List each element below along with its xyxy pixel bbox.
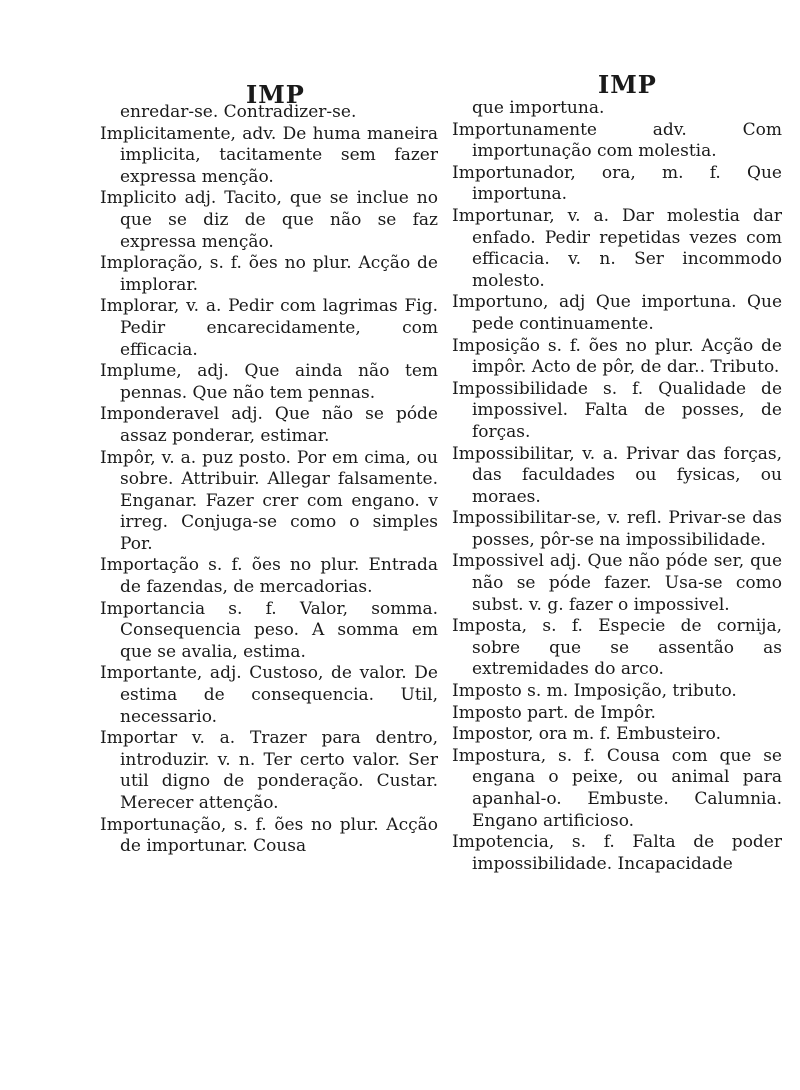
- dictionary-entry: Importação s. f. ões no plur. Entrada de fazendas, de mercadorias.: [100, 555, 438, 598]
- dictionary-entry: Impostura, s. f. Cousa com que se engana o peixe, ou animal para apanhal-o. Embuste. Calumnia. Engano artificioso.: [452, 745, 782, 831]
- left-entries: [100, 102, 438, 858]
- dictionary-entry: Implume, adj. Que ainda não tem pennas. Que não tem pennas.: [100, 361, 438, 403]
- dictionary-entry: Imposta, s. f. Especie de cornija, sobre que se assentão as extremidades do arco.: [452, 616, 782, 680]
- dictionary-entry: Impossibilitar, v. a. Privar das forças, das faculdades ou fysicas, ou moraes.: [452, 443, 782, 507]
- dictionary-entry: Impôr, v. a. puz posto. Por em cima, ou sobre. Attribuir. Allegar falsamente. Enganar. Fazer crer com engano. v irreg. Conjuga-se como o simples Por.: [100, 447, 438, 554]
- dictionary-entry: Imponderavel adj. Que não se póde assaz ponderar, estimar.: [100, 404, 438, 446]
- dictionary-entry: Imposto s. m. Imposição, tributo.: [452, 681, 737, 702]
- dictionary-entry: Implorar, v. a. Pedir com lagrimas Fig. Pedir encarecidamente, com efficacia.: [100, 296, 438, 360]
- dictionary-entry: Importunador, ora, m. f. Que importuna.: [452, 162, 782, 205]
- right-entries: [452, 98, 782, 875]
- dictionary-entry: Importunar, v. a. Dar molestia dar enfado. Pedir repetidas vezes com efficacia. v. n. Ser incommodo molesto.: [452, 205, 782, 291]
- dictionary-entry: Impostor, ora m. f. Embusteiro.: [452, 724, 722, 745]
- dictionary-entry: enredar-se. Contradizer-se.: [120, 102, 357, 122]
- left-page-header: IMP: [246, 80, 305, 109]
- dictionary-entry: Impossivel adj. Que não póde ser, que não se póde fazer. Usa-se como subst. v. g. fazer o impossivel.: [452, 551, 782, 615]
- dictionary-entry: Implicito adj. Tacito, que se inclue no que se diz de que não se faz expressa menção.: [100, 188, 438, 252]
- dictionary-entry: Imposto part. de Impôr.: [452, 702, 656, 723]
- dictionary-entry: Impossibilidade s. f. Qualidade de impossivel. Falta de posses, de forças.: [452, 378, 782, 442]
- dictionary-entry: Importar v. a. Trazer para dentro, introduzir. v. n. Ter certo valor. Ser util digno de ponderação. Custar. Merecer attenção.: [100, 728, 438, 813]
- right-page-header: IMP: [598, 70, 657, 99]
- dictionary-entry: Importunação, s. f. ões no plur. Acção de importunar. Cousa: [100, 814, 438, 857]
- dictionary-entry: Importuno, adj Que importuna. Que pede continuamente.: [452, 292, 782, 334]
- dictionary-entry: que importuna.: [472, 98, 605, 118]
- dictionary-entry: Importancia s. f. Valor, somma. Consequencia peso. A somma em que se avalia, estima.: [100, 598, 438, 662]
- dictionary-entry: Importante, adj. Custoso, de valor. De estima de consequencia. Util, necessario.: [100, 663, 438, 727]
- dictionary-entry: Importunamente adv. Com importunação com molestia.: [452, 119, 782, 162]
- dictionary-entry: Imploração, s. f. ões no plur. Acção de implorar.: [100, 253, 438, 295]
- dictionary-entry: Impossibilitar-se, v. refl. Privar-se das posses, pôr-se na impossibilidade.: [452, 508, 782, 550]
- dictionary-entry: Impotencia, s. f. Falta de poder impossibilidade. Incapacidade: [452, 832, 782, 874]
- dictionary-entry: Implicitamente, adv. De huma maneira implicita, tacitamente sem fazer expressa menção.: [100, 123, 438, 187]
- dictionary-entry: Imposição s. f. ões no plur. Acção de impôr. Acto de pôr, de dar.. Tributo.: [452, 335, 782, 378]
